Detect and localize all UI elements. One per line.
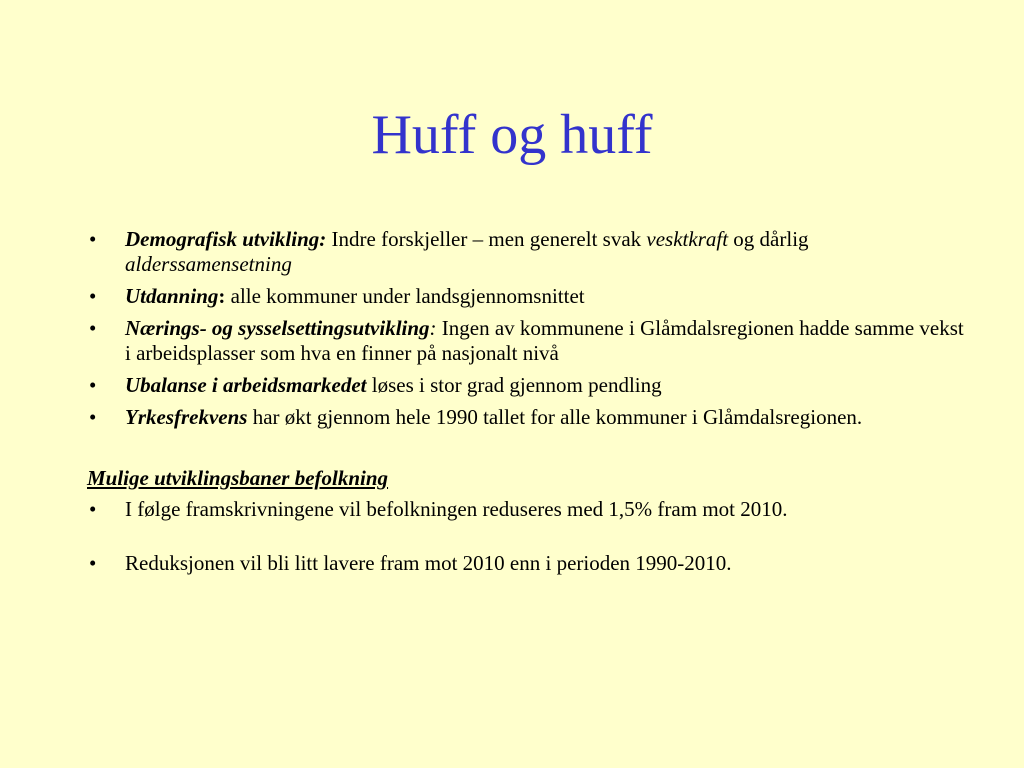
bullet-framskrivning xyxy=(87,497,967,522)
spacer xyxy=(87,529,967,551)
bullet-utdanning xyxy=(87,284,967,309)
bullet-dot-icon: • xyxy=(89,405,97,429)
bullet-dot-icon: • xyxy=(89,551,97,575)
bullet-text: I følge framskrivningene vil befolkningen reduseres med 1,5% fram mot 2010. xyxy=(125,497,788,521)
bullet-naerings xyxy=(87,316,967,366)
bullet-label: Nærings- og sysselsettingsutvikling xyxy=(125,316,430,340)
bullet-demografisk xyxy=(87,227,967,277)
section-heading: Mulige utviklingsbaner befolkning xyxy=(87,466,389,490)
bullet-colon: : xyxy=(218,284,226,308)
bullet-dot-icon: • xyxy=(89,497,97,521)
bullet-label: Demografisk utvikling: xyxy=(125,227,327,251)
bullet-yrkesfrekvens xyxy=(87,405,967,430)
slide-content xyxy=(87,227,967,583)
bullet-dot-icon: • xyxy=(89,373,97,397)
bullet-text: og dårlig xyxy=(728,227,809,251)
bullet-ubalanse xyxy=(87,373,967,398)
bullet-reduksjon xyxy=(87,551,967,576)
bullet-text: alle kommuner under landsgjennomsnittet xyxy=(225,284,585,308)
bullet-text: løses i stor grad gjennom pendling xyxy=(366,373,662,397)
bullet-emphasis: vesktkraft xyxy=(646,227,729,251)
bullet-text: Ingen av kommunene i Glåmdalsregionen hadde samme vekst i arbeidsplasser som hva en finner på nasjonalt nivå xyxy=(125,316,964,365)
bullet-label: Utdanning xyxy=(125,284,219,308)
bullet-text: har økt gjennom hele 1990 tallet for alle kommuner i Glåmdalsregionen. xyxy=(247,405,863,429)
bullet-colon: : xyxy=(429,316,437,340)
bullet-emphasis: alderssamensetning xyxy=(125,252,292,276)
bullet-text: Indre forskjeller – men generelt svak xyxy=(326,227,647,251)
bullet-dot-icon: • xyxy=(89,284,97,308)
bullet-label: Ubalanse i arbeidsmarkedet xyxy=(125,373,367,397)
bullet-dot-icon: • xyxy=(89,316,97,340)
bullet-label: Yrkesfrekvens xyxy=(125,405,248,429)
bullet-dot-icon: • xyxy=(89,227,97,251)
slide-title: Huff og huff xyxy=(371,104,653,166)
bullet-text: Reduksjonen vil bli litt lavere fram mot 2010 enn i perioden 1990-2010. xyxy=(125,551,732,575)
